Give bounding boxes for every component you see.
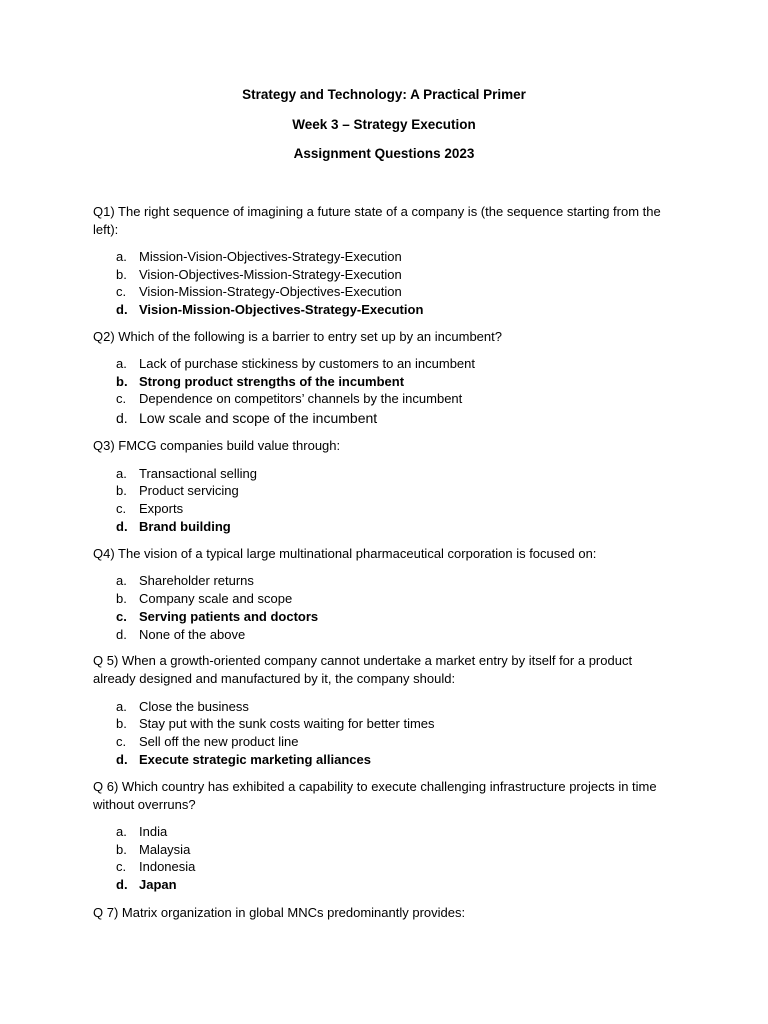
document-subtitle: Assignment Questions 2023 <box>293 146 475 161</box>
q2-option-c <box>116 390 656 408</box>
q5-option-a-text: Close the business <box>139 699 249 714</box>
q5-option-c-text: Sell off the new product line <box>139 734 299 749</box>
q2-option-d <box>116 409 656 427</box>
q1-option-c-letter: c. <box>116 284 127 299</box>
q3-option-c-letter: c. <box>116 501 127 516</box>
document-title: Strategy and Technology: A Practical Primer <box>242 87 526 102</box>
q1-option-a-text: Mission-Vision-Objectives-Strategy-Execution <box>139 249 402 264</box>
q6-option-a-text: India <box>139 824 168 839</box>
q2-option-b-text: Strong product strengths of the incumbent <box>139 374 405 389</box>
q2-option-b-letter: b. <box>116 374 128 389</box>
q5-option-c <box>116 733 656 751</box>
q3-option-c <box>116 500 656 518</box>
q5-option-d-answer <box>116 751 656 769</box>
question-6: Q 6) Which country has exhibited a capability to execute challenging infrastructure projects in time without overruns? <box>93 779 657 812</box>
q6-option-d-text: Japan <box>139 877 177 892</box>
q2-option-a <box>116 355 656 373</box>
q3-option-c-text: Exports <box>139 501 184 516</box>
q4-option-d-letter: d. <box>116 627 127 642</box>
q2-option-c-text: Dependence on competitors’ channels by the incumbent <box>139 391 463 406</box>
question-3: Q3) FMCG companies build value through: <box>93 438 341 453</box>
q3-option-b <box>116 482 656 500</box>
question-5: Q 5) When a growth-oriented company cannot undertake a market entry by itself for a product already designed and manufactured by it, the company should: <box>93 653 633 686</box>
question-1: Q1) The right sequence of imagining a future state of a company is (the sequence starting from the left): <box>93 204 661 237</box>
q2-option-b-answer <box>116 373 656 391</box>
question-2: Q2) Which of the following is a barrier to entry set up by an incumbent? <box>93 329 502 344</box>
q1-option-a <box>116 248 656 266</box>
q3-option-b-text: Product servicing <box>139 483 239 498</box>
q1-option-d-answer <box>116 301 656 319</box>
q6-option-c-text: Indonesia <box>139 859 196 874</box>
q6-option-b-text: Malaysia <box>139 842 191 857</box>
question-7: Q 7) Matrix organization in global MNCs predominantly provides: <box>93 905 466 920</box>
q6-option-b-letter: b. <box>116 842 127 857</box>
q4-option-a-text: Shareholder returns <box>139 573 254 588</box>
q2-option-a-letter: a. <box>116 356 127 371</box>
q6-option-a <box>116 823 656 841</box>
q1-option-a-letter: a. <box>116 249 127 264</box>
q5-option-d-letter: d. <box>116 752 128 767</box>
q6-option-c <box>116 858 656 876</box>
q1-option-b-letter: b. <box>116 267 127 282</box>
q3-option-d-letter: d. <box>116 519 128 534</box>
q3-option-d-text: Brand building <box>139 519 231 534</box>
q6-option-a-letter: a. <box>116 824 127 839</box>
q4-option-a <box>116 572 656 590</box>
q6-option-b <box>116 841 656 859</box>
q3-option-a-letter: a. <box>116 466 127 481</box>
q6-option-d-answer <box>116 876 656 894</box>
document-week: Week 3 – Strategy Execution <box>292 117 476 132</box>
q4-option-c-letter: c. <box>116 609 127 624</box>
q6-option-d-letter: d. <box>116 877 128 892</box>
q3-option-a <box>116 465 656 483</box>
q1-option-d-letter: d. <box>116 302 128 317</box>
q1-option-b-text: Vision-Objectives-Mission-Strategy-Execution <box>139 267 402 282</box>
q4-option-a-letter: a. <box>116 573 127 588</box>
q3-option-d-answer <box>116 518 656 536</box>
q2-option-d-text: Low scale and scope of the incumbent <box>139 410 378 426</box>
q4-option-d <box>116 626 656 644</box>
q4-option-c-text: Serving patients and doctors <box>139 609 319 624</box>
q1-option-c <box>116 283 656 301</box>
q3-option-a-text: Transactional selling <box>139 466 258 481</box>
q5-option-b-text: Stay put with the sunk costs waiting for better times <box>139 716 435 731</box>
q5-option-c-letter: c. <box>116 734 127 749</box>
q5-option-a <box>116 698 656 716</box>
q1-option-c-text: Vision-Mission-Strategy-Objectives-Execution <box>139 284 402 299</box>
q2-option-d-letter: d. <box>116 410 128 426</box>
q2-option-c-letter: c. <box>116 391 127 406</box>
q4-option-b <box>116 590 656 608</box>
q2-option-a-text: Lack of purchase stickiness by customers to an incumbent <box>139 356 475 371</box>
q1-option-b <box>116 266 656 284</box>
q1-option-d-text: Vision-Mission-Objectives-Strategy-Execution <box>139 302 424 317</box>
question-4: Q4) The vision of a typical large multinational pharmaceutical corporation is focused on: <box>93 546 597 561</box>
q4-option-b-letter: b. <box>116 591 127 606</box>
q5-option-b <box>116 715 656 733</box>
q5-option-d-text: Execute strategic marketing alliances <box>139 752 371 767</box>
q4-option-d-text: None of the above <box>139 627 246 642</box>
q6-option-c-letter: c. <box>116 859 127 874</box>
q4-option-b-text: Company scale and scope <box>139 591 293 606</box>
q3-option-b-letter: b. <box>116 483 127 498</box>
q4-option-c-answer <box>116 608 656 626</box>
q5-option-b-letter: b. <box>116 716 127 731</box>
q5-option-a-letter: a. <box>116 699 127 714</box>
